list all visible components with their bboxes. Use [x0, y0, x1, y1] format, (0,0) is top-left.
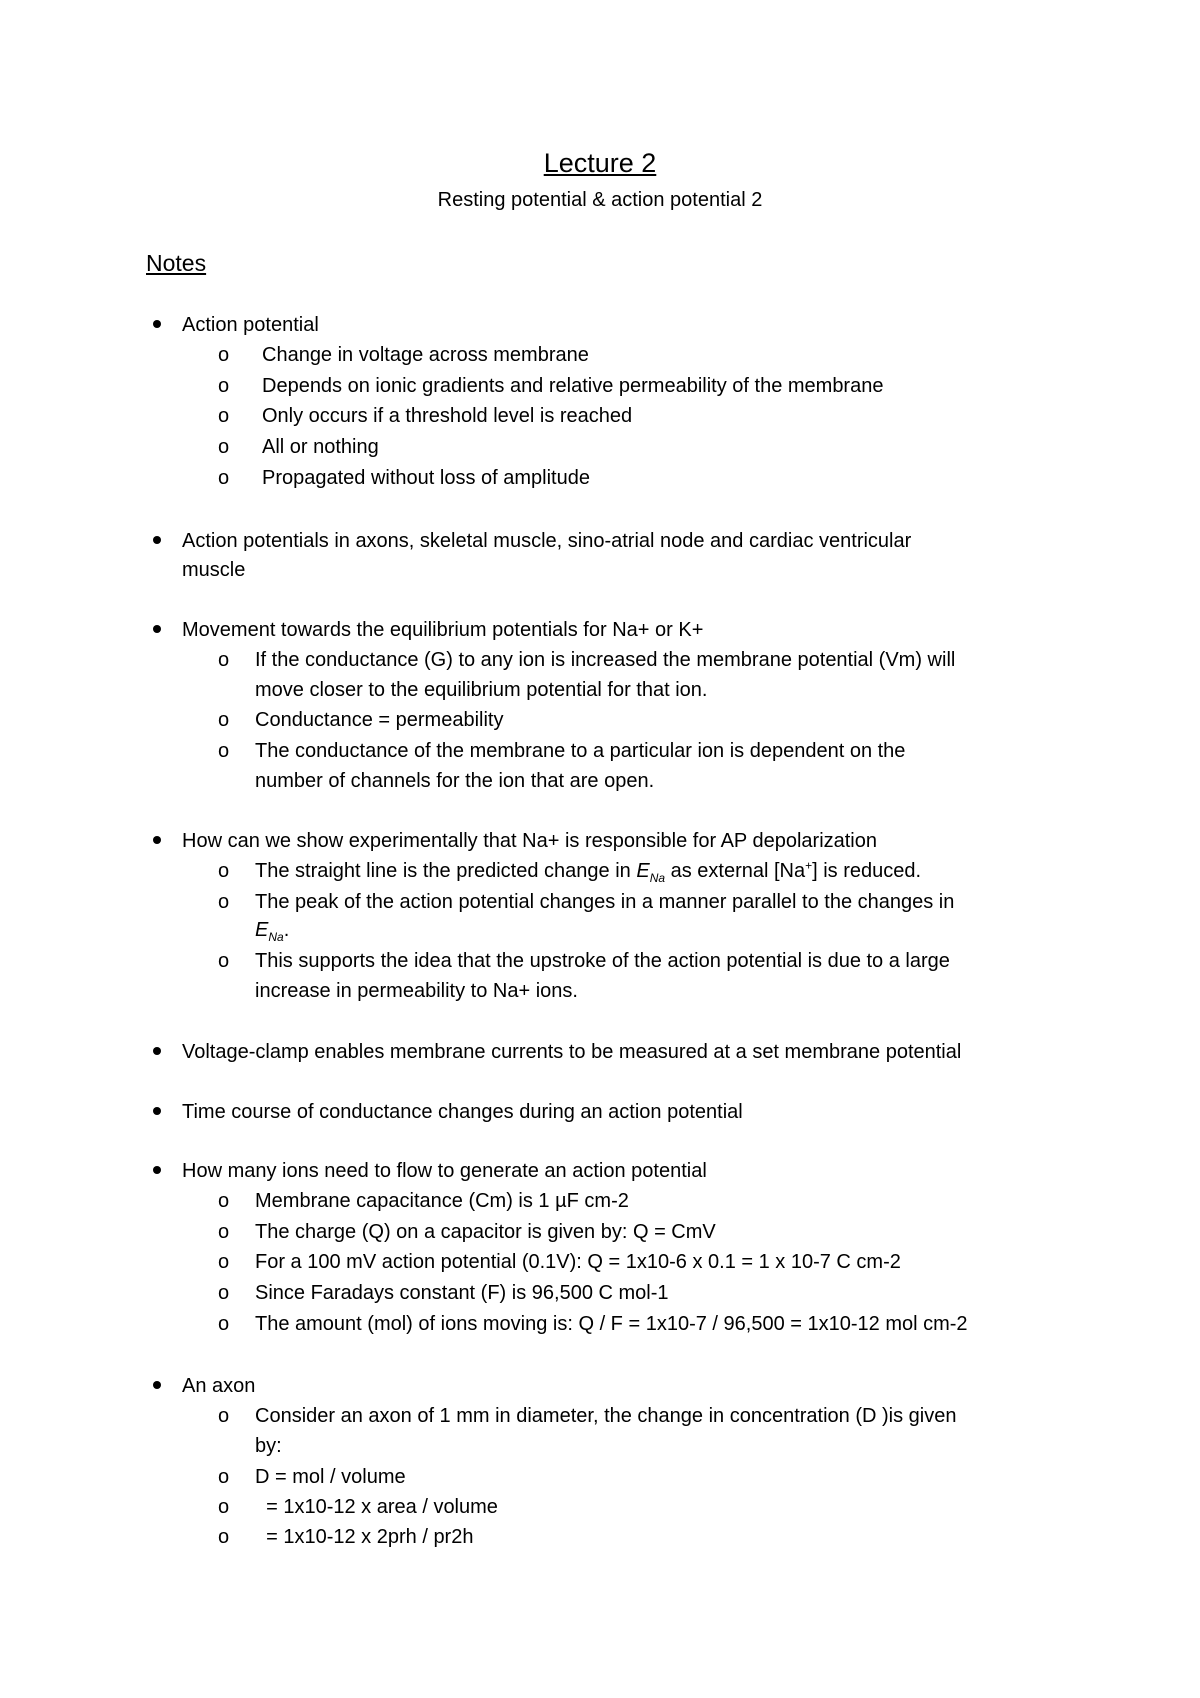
- symbol-subscript: Na: [649, 871, 666, 885]
- sub-bullet-marker: o: [218, 891, 230, 913]
- sub-list-item: = 1x10-12 x 2prh / pr2h: [255, 1526, 474, 1548]
- page-title: Lecture 2: [543, 148, 657, 178]
- list-item: How can we show experimentally that Na+ is responsible for AP depolarization: [182, 830, 877, 852]
- sub-bullet-marker: o: [218, 1526, 230, 1548]
- sub-bullet-marker: o: [218, 375, 230, 397]
- sub-list-item: Propagated without loss of amplitude: [262, 467, 590, 489]
- list-item-continuation: muscle: [182, 559, 246, 581]
- text-segment: .: [283, 919, 290, 941]
- symbol-E: E: [255, 919, 269, 941]
- sub-list-item: All or nothing: [262, 436, 379, 458]
- list-item: Movement towards the equilibrium potentials for Na+ or K+: [182, 619, 704, 641]
- sub-bullet-marker: o: [218, 1221, 230, 1243]
- sub-list-item: The charge (Q) on a capacitor is given by: Q = CmV: [255, 1221, 716, 1243]
- sub-bullet-marker: o: [218, 740, 230, 762]
- sub-list-item: Only occurs if a threshold level is reached: [262, 405, 633, 427]
- sub-bullet-marker: o: [218, 1190, 230, 1212]
- sub-bullet-marker: o: [218, 1251, 230, 1273]
- symbol-E: E: [636, 860, 650, 882]
- sub-bullet-marker: o: [218, 436, 230, 458]
- sub-list-item: This supports the idea that the upstroke of the action potential is due to a large: [255, 950, 950, 972]
- bullet-dot: [153, 625, 161, 633]
- bullet-dot: [153, 1381, 161, 1389]
- sub-bullet-marker: o: [218, 467, 230, 489]
- sub-list-item: Change in voltage across membrane: [262, 344, 589, 366]
- sub-list-item: The conductance of the membrane to a particular ion is dependent on the: [255, 740, 906, 762]
- text-segment: as external [Na: [665, 860, 806, 882]
- sub-list-item-continuation: increase in permeability to Na+ ions.: [255, 980, 578, 1002]
- sub-bullet-marker: o: [218, 1466, 230, 1488]
- sub-bullet-marker: o: [218, 950, 230, 972]
- sub-list-item: Conductance = permeability: [255, 709, 504, 731]
- sub-list-item-continuation: by:: [255, 1435, 282, 1457]
- sub-list-item: For a 100 mV action potential (0.1V): Q = 1x10-6 x 0.1 = 1 x 10-7 C cm-2: [255, 1251, 901, 1273]
- superscript: +: [805, 858, 813, 873]
- text-segment: ] is reduced.: [812, 860, 922, 882]
- sub-list-item: D = mol / volume: [255, 1466, 406, 1488]
- sub-list-item-continuation: move closer to the equilibrium potential for that ion.: [255, 679, 708, 701]
- bullet-dot: [153, 1047, 161, 1055]
- sub-bullet-marker: o: [218, 649, 230, 671]
- sub-list-item-continuation: number of channels for the ion that are open.: [255, 770, 655, 792]
- section-title-notes: Notes: [146, 250, 207, 276]
- sub-list-item: [255, 856, 921, 886]
- list-item: Action potential: [182, 314, 319, 336]
- bullet-dot: [153, 320, 161, 328]
- sub-bullet-marker: o: [218, 405, 230, 427]
- sub-bullet-marker: o: [218, 1496, 230, 1518]
- bullet-dot: [153, 1166, 161, 1174]
- sub-list-item: = 1x10-12 x area / volume: [255, 1496, 498, 1518]
- symbol-subscript: Na: [268, 930, 284, 944]
- sub-list-item: Consider an axon of 1 mm in diameter, the change in concentration (D )is given: [255, 1405, 957, 1427]
- sub-list-item: If the conductance (G) to any ion is increased the membrane potential (Vm) will: [255, 649, 956, 671]
- bullet-dot: [153, 1107, 161, 1115]
- sub-bullet-marker: o: [218, 1282, 230, 1304]
- bullet-dot: [153, 536, 161, 544]
- text-segment: The straight line is the predicted change in: [255, 860, 637, 882]
- list-item: How many ions need to flow to generate an action potential: [182, 1160, 707, 1182]
- sub-bullet-marker: o: [218, 1405, 230, 1427]
- sub-bullet-marker: o: [218, 1313, 230, 1335]
- sub-list-item: Since Faradays constant (F) is 96,500 C mol-1: [255, 1282, 669, 1304]
- list-item: Time course of conductance changes during an action potential: [182, 1101, 743, 1123]
- sub-list-item: Depends on ionic gradients and relative permeability of the membrane: [262, 375, 884, 397]
- list-item: Action potentials in axons, skeletal muscle, sino-atrial node and cardiac ventricular: [182, 530, 912, 552]
- sub-list-item: The peak of the action potential changes in a manner parallel to the changes in: [255, 891, 955, 913]
- list-item: An axon: [182, 1375, 256, 1397]
- sub-list-item: The amount (mol) of ions moving is: Q / F = 1x10-7 / 96,500 = 1x10-12 mol cm-2: [255, 1313, 968, 1335]
- sub-bullet-marker: o: [218, 344, 230, 366]
- sub-bullet-marker: o: [218, 860, 230, 882]
- sub-bullet-marker: o: [218, 709, 230, 731]
- page-subtitle: Resting potential & action potential 2: [437, 189, 763, 211]
- bullet-dot: [153, 836, 161, 844]
- list-item: Voltage-clamp enables membrane currents to be measured at a set membrane potential: [182, 1041, 962, 1063]
- sub-list-item: Membrane capacitance (Cm) is 1 µF cm-2: [255, 1190, 629, 1212]
- sub-list-item-continuation: [255, 915, 289, 945]
